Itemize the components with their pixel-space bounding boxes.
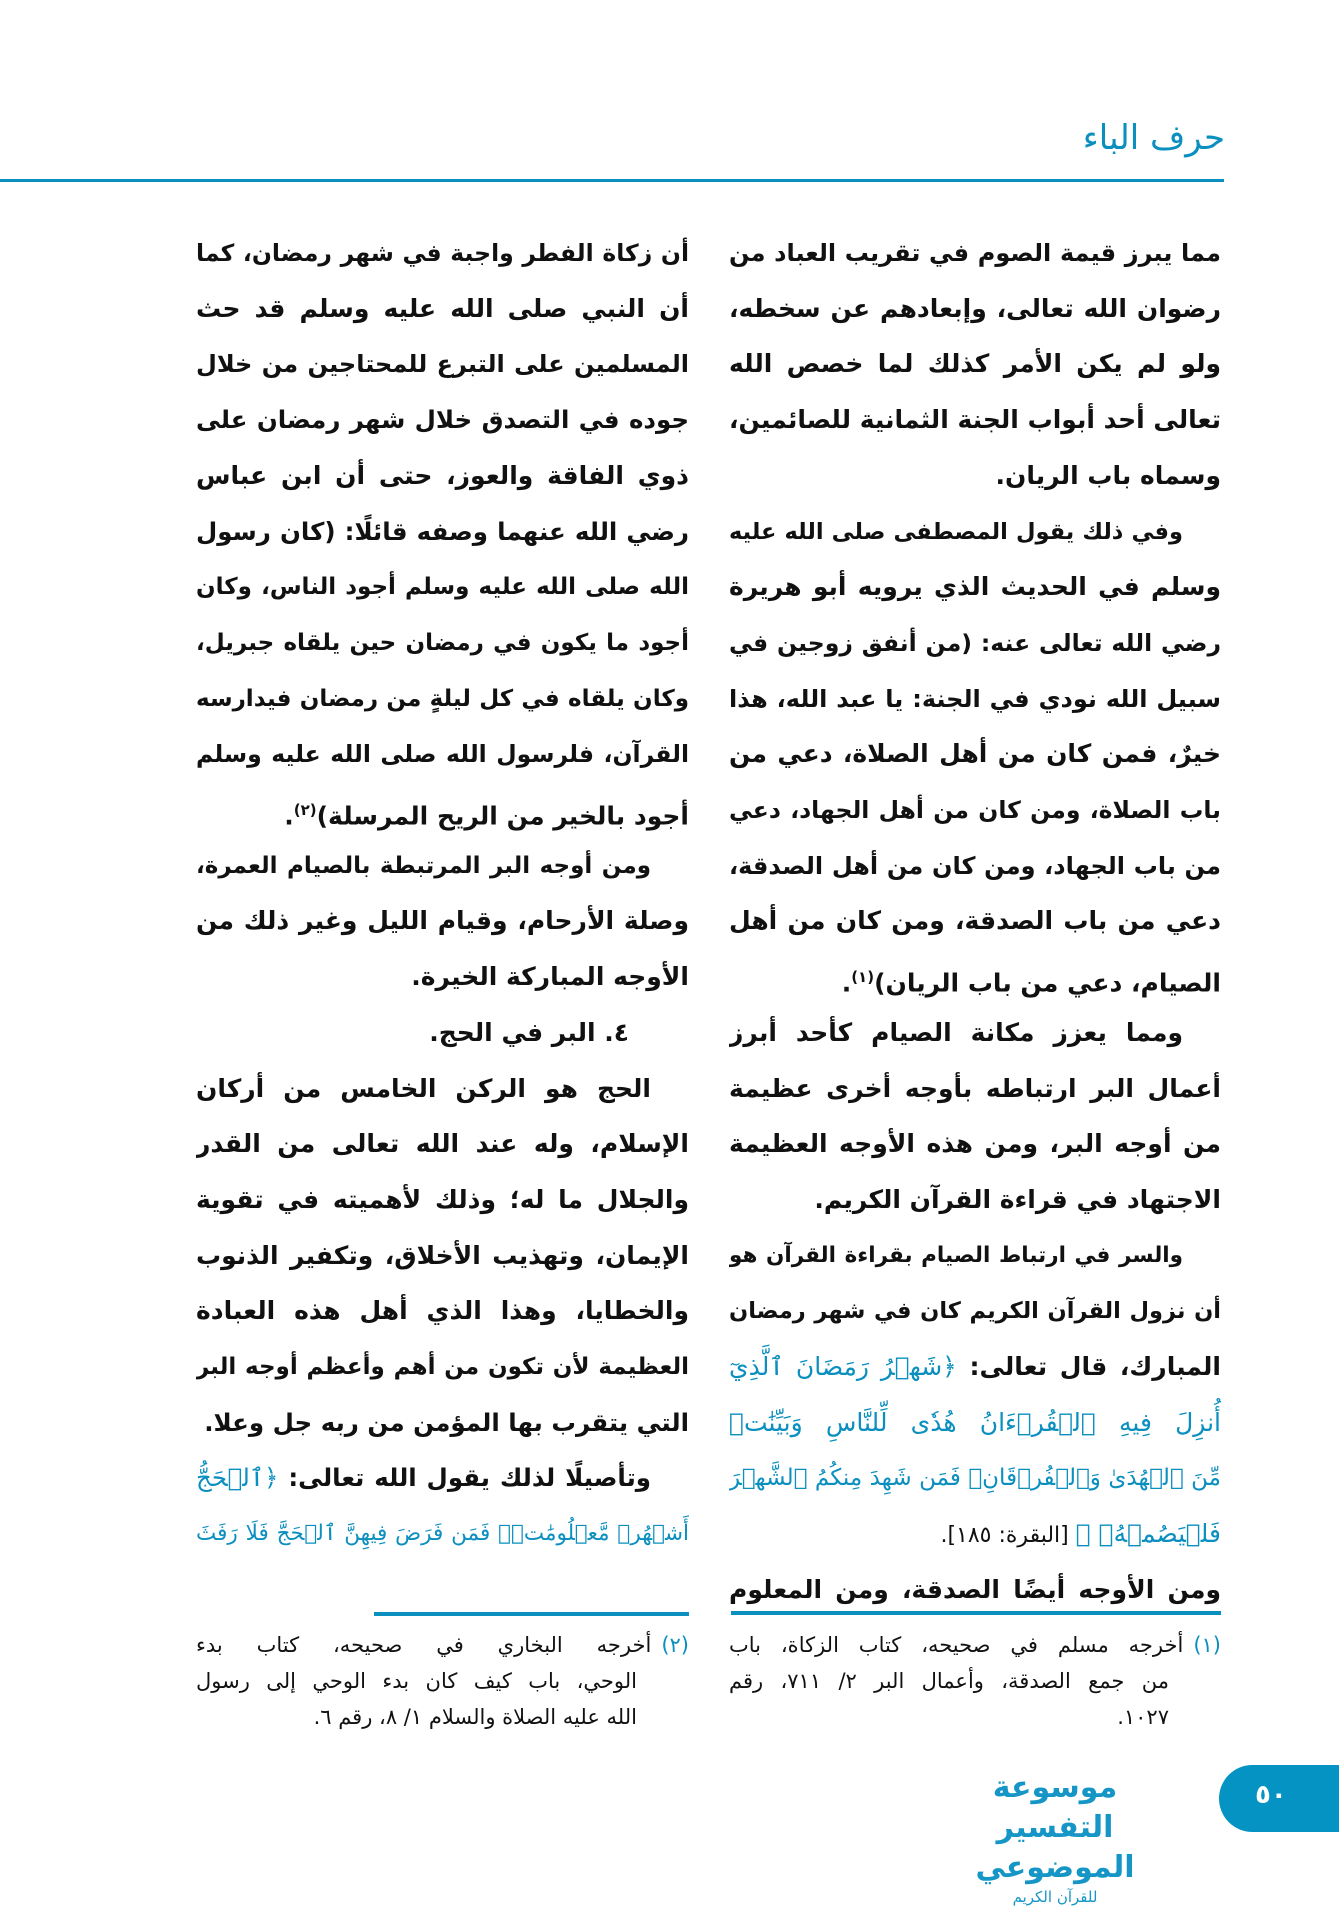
text-line [729,671,1221,727]
text-segment: أجود بالخير من الريح المرسلة) [316,801,689,831]
footnote-text: الوحي، باب كيف كان بدء الوحي إلى رسول [196,1669,637,1693]
text-segment: دعي من باب الصدقة، ومن كان من أهل [729,906,1221,936]
text-segment: التي يتقرب بها المؤمن من ربه جل وعلا. [204,1407,689,1437]
logo-title: موسوعة التفسير الموضوعي [975,1770,1135,1885]
text-line [729,336,1221,392]
text-line [196,949,689,1005]
text-segment: العظيمة لأن تكون من أهم وأعظم أوجه البر [196,1354,689,1380]
text-line [729,1339,1221,1395]
text-segment: والجلال ما له؛ وذلك لأهميته في تقوية [196,1184,689,1214]
text-line [729,1506,1221,1562]
text-line [729,1562,1221,1618]
text-segment: رضي الله عنهما وصفه قائلًا: (كان رسول [196,516,689,546]
text-line [729,949,1221,1005]
footnote-text: ١٠٢٧. [1117,1705,1169,1729]
footnote-1 [729,1627,1221,1735]
text-segment: ذوي الفاقة والعوز، حتى أن ابن عباس [196,460,689,490]
text-segment: وفي ذلك يقول المصطفى صلى الله عليه [729,518,1183,545]
text-line [196,1506,689,1562]
footnote-line [729,1627,1221,1663]
footnote-text: الله عليه الصلاة والسلام ١/ ٨، رقم ٦. [313,1705,637,1729]
text-line [729,1061,1221,1117]
footnote-line [729,1699,1221,1735]
text-segment: أجود ما يكون في رمضان حين يلقاه جبريل، [196,629,689,656]
footnote-text: من جمع الصدقة، وأعمال البر ٢/ ٧١١، رقم [729,1669,1169,1693]
text-line [729,559,1221,615]
text-segment: ٤. البر في الحج. [429,1017,629,1047]
footnote-2 [196,1627,689,1735]
text-segment: القرآن، فلرسول الله صلى الله عليه وسلم [196,740,689,769]
text-line [196,1450,689,1506]
text-line [196,1061,689,1117]
text-segment: وتأصيلًا لذلك يقول الله تعالى: [278,1463,651,1493]
text-segment: الحج هو الركن الخامس من أركان [196,1073,651,1103]
text-line [729,448,1221,504]
text-line [196,448,689,504]
footnote-line [196,1699,689,1735]
text-line [196,336,689,392]
text-line [729,1283,1221,1339]
text-segment: أن نزول القرآن الكريم كان في شهر رمضان [729,1298,1221,1325]
text-line [196,392,689,448]
text-segment: الأوجه المباركة الخيرة. [411,962,689,992]
footnote-number: (٢) [661,1633,689,1657]
text-line [729,225,1221,281]
text-line [196,782,689,838]
encyclopedia-logo [930,1768,1180,1906]
text-line [196,1172,689,1228]
footnote-line [196,1663,689,1699]
text-line [196,225,689,281]
text-line [729,615,1221,671]
text-line [196,1339,689,1395]
text-line [729,392,1221,448]
text-line [196,1116,689,1172]
chapter-title: حرف الباء [1082,118,1225,158]
header-rule [0,179,1224,182]
footnote-line [196,1627,689,1663]
text-segment: وصلة الأرحام، وقيام الليل وغير ذلك من [196,906,689,936]
footnote-separator-right [731,1611,1221,1615]
text-line [196,1228,689,1284]
footnote-text: أخرجه مسلم في صحيحه، كتاب الزكاة، باب [729,1633,1184,1657]
text-line [729,1172,1221,1228]
text-segment: المبارك، قال تعالى: [956,1352,1221,1381]
text-line [729,504,1221,560]
quran-verse: أَشۡهُرٞ مَّعۡلُومَٰتٞۚ فَمَن فَرَضَ فِيهِنَّ ٱلۡحَجَّ فَلَا رَفَثَ [196,1521,689,1547]
text-segment: وسماه باب الريان. [995,460,1221,490]
text-segment: من أوجه البر، ومن هذه الأوجه العظيمة [729,1129,1221,1159]
page-number: ٥٠ [1255,1780,1287,1810]
text-segment: الاجتهاد في قراءة القرآن الكريم. [814,1184,1221,1214]
text-line [729,893,1221,949]
text-line [196,1283,689,1339]
text-line [729,838,1221,894]
text-line [196,615,689,671]
text-segment: سبيل الله نودي في الجنة: يا عبد الله، هذا [729,684,1221,713]
footnote-ref: (٢) [293,801,317,819]
text-line [729,1005,1221,1061]
quran-verse: ﴿شَهۡرُ رَمَضَانَ ٱلَّذِيٓ [729,1352,957,1381]
text-line [196,559,689,615]
text-line [196,726,689,782]
text-line [196,281,689,337]
text-segment: جوده في التصدق خلال شهر رمضان على [196,405,689,435]
text-segment: خيرٌ، فمن كان من أهل الصلاة، دعي من [729,739,1221,769]
text-line [196,1005,689,1061]
text-segment: ومما يعزز مكانة الصيام كأحد أبرز [729,1017,1183,1047]
text-segment: رضي الله تعالى عنه: (من أنفق زوجين في [729,628,1221,657]
text-segment: باب الصلاة، ومن كان من أهل الجهاد، دعي [729,796,1221,824]
text-line [196,1395,689,1451]
text-segment: ومن الأوجه أيضًا الصدقة، ومن المعلوم [729,1574,1221,1604]
text-segment: والسر في ارتباط الصيام بقراءة القرآن هو [729,1242,1183,1268]
text-segment: والخطايا، وهذا الذي أهل هذه العبادة [196,1296,689,1326]
text-segment: ولو لم يكن الأمر كذلك لما خصص الله [729,349,1221,379]
text-segment: أن زكاة الفطر واجبة في شهر رمضان، كما [196,239,689,267]
text-segment: الإسلام، وله عند الله تعالى من القدر [196,1129,689,1159]
text-segment: من باب الجهاد، ومن كان من أهل الصدقة، [729,851,1221,880]
text-line [729,1228,1221,1284]
text-line [729,782,1221,838]
text-segment: أعمال البر ارتباطه بأوجه أخرى عظيمة [729,1073,1221,1103]
text-segment: وسلم في الحديث الذي يرويه أبو هريرة [729,572,1221,602]
text-segment: مما يبرز قيمة الصوم في تقريب العباد من [729,239,1221,267]
text-line [729,1116,1221,1172]
text-line [729,281,1221,337]
text-line [729,726,1221,782]
quran-verse: أُنزِلَ فِيهِ ٱلۡقُرۡءَانُ هُدٗى لِّلنَّاسِ وَبَيِّنَٰتٖ [729,1407,1221,1437]
quran-verse: فَلۡيَصُمۡهُۖ ﴾ [1075,1519,1221,1549]
text-segment: وكان يلقاه في كل ليلةٍ من رمضان فيدارسه [196,685,689,712]
text-segment: الإيمان، وتهذيب الأخلاق، وتكفير الذنوب [196,1240,689,1270]
text-segment: . [841,968,852,998]
footnote-ref: (١) [851,968,875,987]
text-line [196,838,689,894]
text-line [729,1395,1221,1451]
text-line [196,671,689,727]
footnote-number: (١) [1193,1633,1221,1657]
text-segment: . [284,801,294,831]
quran-verse: ﴿ٱلۡحَجُّ [196,1463,279,1493]
logo-subtitle: للقرآن الكريم [1012,1888,1098,1906]
text-segment: الله صلى الله عليه وسلم أجود الناس، وكان [196,574,689,601]
text-line [196,893,689,949]
footnote-line [729,1663,1221,1699]
text-segment: تعالى أحد أبواب الجنة الثمانية للصائمين، [729,405,1221,435]
text-line [196,504,689,560]
quran-verse: مِّنَ ٱلۡهُدَىٰ وَٱلۡفُرۡقَانِۚ فَمَن شَهِدَ مِنكُمُ ٱلشَّهۡرَ [729,1465,1221,1492]
text-segment: رضوان الله تعالى، وإبعادهم عن سخطه، [729,293,1221,323]
text-segment: الصيام، دعي من باب الريان) [874,968,1221,998]
text-line [729,1450,1221,1506]
text-segment: ومن أوجه البر المرتبطة بالصيام العمرة، [196,852,651,879]
text-segment: المسلمين على التبرع للمحتاجين من خلال [196,350,689,379]
verse-reference: [البقرة: ١٨٥]. [940,1523,1076,1549]
footnote-separator-left [374,1612,689,1616]
text-segment: أن النبي صلى الله عليه وسلم قد حث [196,293,689,323]
footnote-text: أخرجه البخاري في صحيحه، كتاب بدء [196,1633,652,1657]
